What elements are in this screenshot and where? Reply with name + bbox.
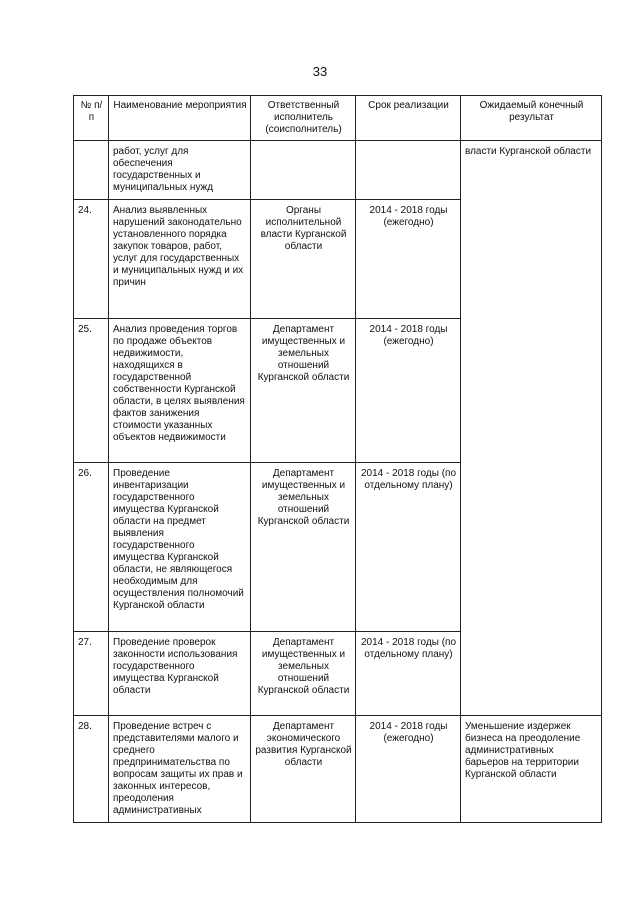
row-number: 24. <box>74 200 109 319</box>
row-executor: Департамент экономического развития Курганской области <box>251 716 356 823</box>
row-result: власти Курганской области <box>461 141 602 716</box>
header-number: № п/п <box>74 96 109 141</box>
row-number: 25. <box>74 319 109 463</box>
row-action: Проведение встреч с представителями малого и среднего предпринимательства по вопросам защиты их прав и законных интересов, преодоления административных <box>109 716 251 823</box>
row-term <box>356 141 461 200</box>
header-action: Наименование мероприятия <box>109 96 251 141</box>
table-row <box>74 716 602 823</box>
measures-table <box>73 95 602 823</box>
row-action: Анализ проведения торгов по продаже объектов недвижимости, находящихся в государственной собственности Курганской области, в целях выявления фактов занижения стоимости указанных объектов недвижимости <box>109 319 251 463</box>
header-result: Ожидаемый конечный результат <box>461 96 602 141</box>
row-number: 26. <box>74 463 109 632</box>
table-header-row <box>74 96 602 141</box>
row-term: 2014 - 2018 годы (ежегодно) <box>356 319 461 463</box>
header-executor: Ответственный исполнитель (соисполнитель) <box>251 96 356 141</box>
page-number: 33 <box>312 64 328 79</box>
row-term: 2014 - 2018 годы (по отдельному плану) <box>356 463 461 632</box>
row-executor: Органы исполнительной власти Курганской области <box>251 200 356 319</box>
row-term: 2014 - 2018 годы (по отдельному плану) <box>356 632 461 716</box>
row-action: Анализ выявленных нарушений законодательно установленного порядка закупок товаров, работ, услуг для государственных и муниципальных нужд и их причин <box>109 200 251 319</box>
row-term: 2014 - 2018 годы (ежегодно) <box>356 200 461 319</box>
row-number: 27. <box>74 632 109 716</box>
row-executor: Департамент имущественных и земельных отношений Курганской области <box>251 632 356 716</box>
row-number: 28. <box>74 716 109 823</box>
row-executor: Департамент имущественных и земельных отношений Курганской области <box>251 463 356 632</box>
row-term: 2014 - 2018 годы (ежегодно) <box>356 716 461 823</box>
row-action: Проведение инвентаризации государственного имущества Курганской области на предмет выявления государственного имущества Курганской области, не являющегося необходимым для осуществления полномочий Курганской области <box>109 463 251 632</box>
row-number <box>74 141 109 200</box>
table-row <box>74 141 602 200</box>
row-executor: Департамент имущественных и земельных отношений Курганской области <box>251 319 356 463</box>
row-result: Уменьшение издержек бизнеса на преодоление административных барьеров на территории Курганской области <box>461 716 602 823</box>
row-action: работ, услуг для обеспечения государственных и муниципальных нужд <box>109 141 251 200</box>
header-term: Срок реализации <box>356 96 461 141</box>
row-executor <box>251 141 356 200</box>
row-action: Проведение проверок законности использования государственного имущества Курганской области <box>109 632 251 716</box>
